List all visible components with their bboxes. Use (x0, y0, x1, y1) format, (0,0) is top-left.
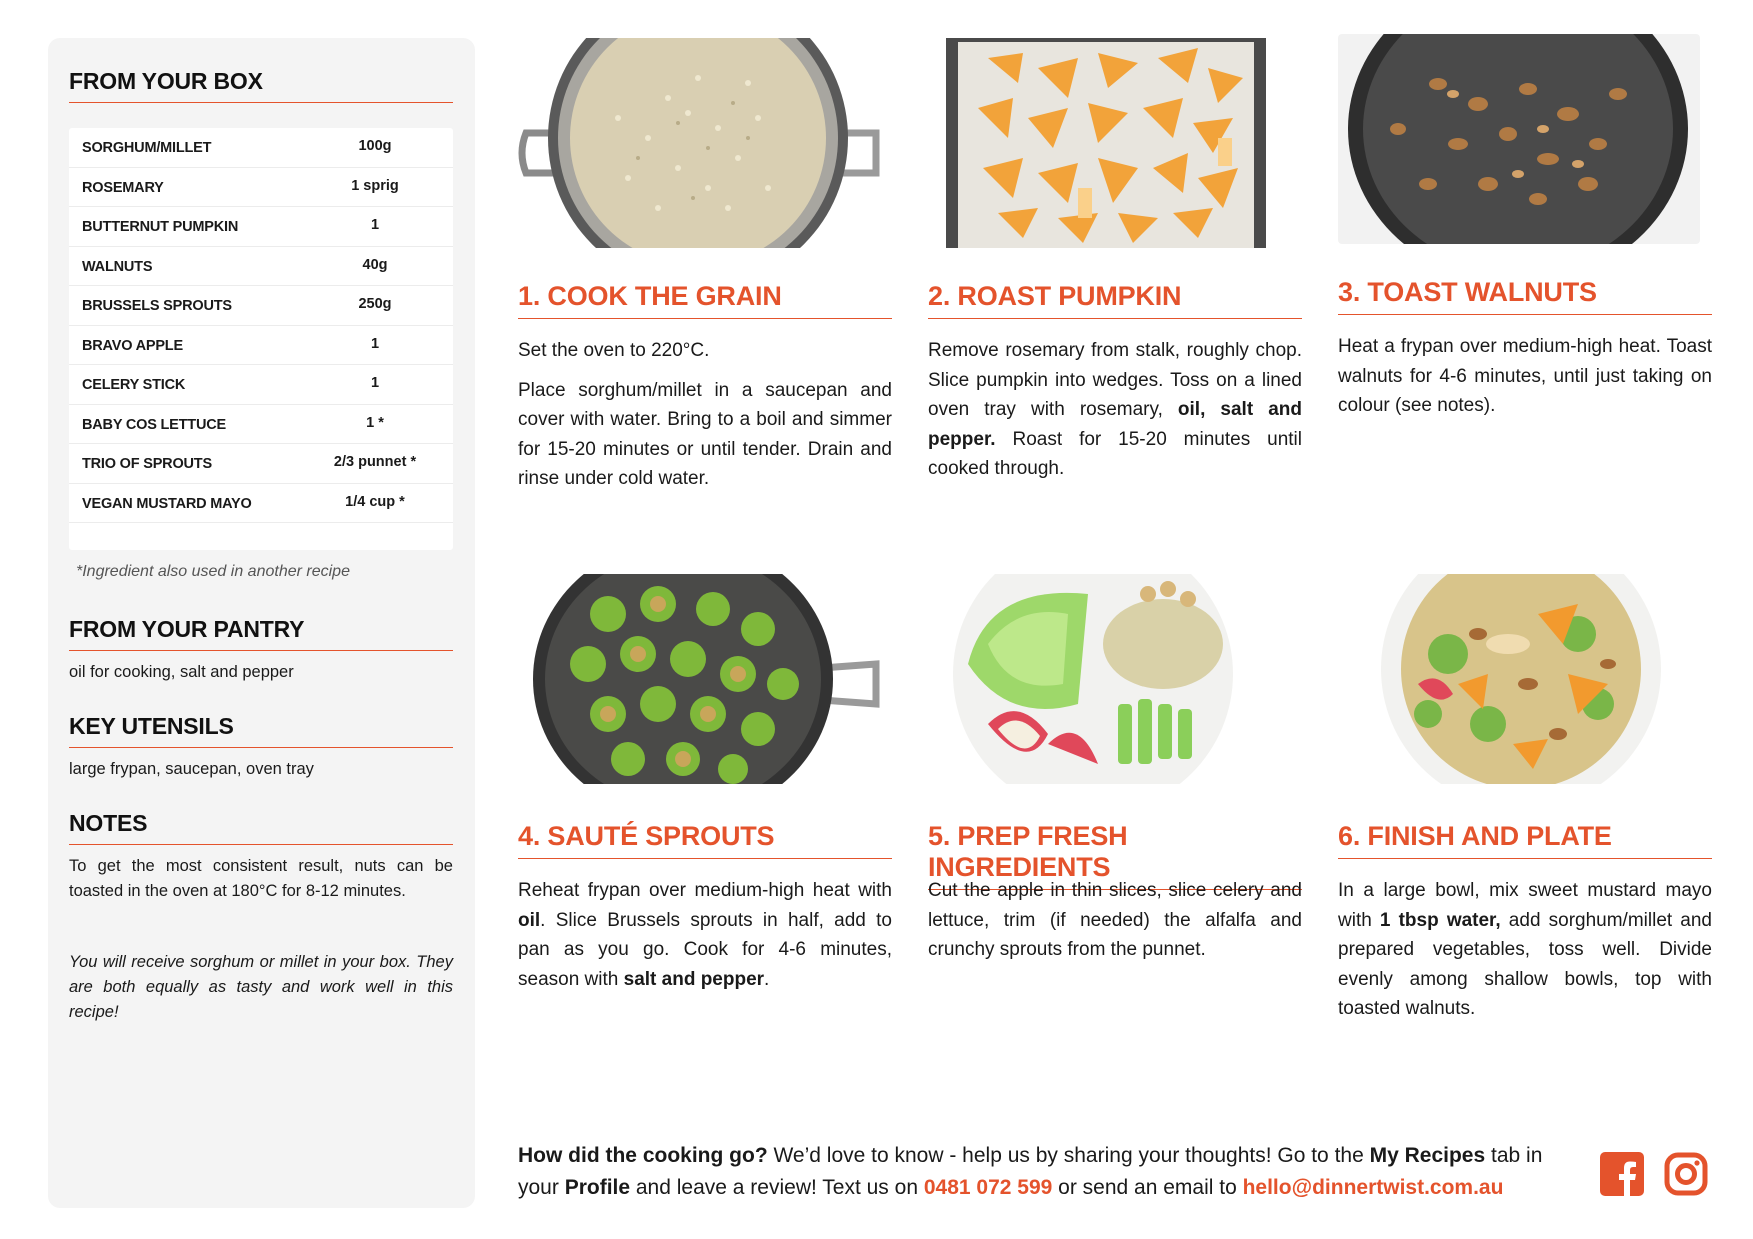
ingredient-name: ROSEMARY (82, 179, 164, 196)
walnuts-frypan-photo (1338, 34, 1700, 244)
text-run: Set the oven to 220°C. (518, 340, 710, 361)
text-run: add sorghum/millet and prepared vegetables, toss well. Divide evenly among shallow bowls, top with toasted walnuts. (1338, 909, 1712, 1019)
ingredient-row (69, 128, 453, 168)
ingredient-qty: 2/3 punnet * (333, 454, 417, 470)
ingredient-name: BRUSSELS SPROUTS (82, 298, 232, 314)
text-run: Reheat frypan over medium-high heat with (518, 880, 892, 901)
ingredient-name: BUTTERNUT PUMPKIN (82, 219, 239, 235)
bold-text: oil (518, 909, 541, 931)
step-paragraph (518, 876, 892, 994)
step-paragraph (518, 376, 892, 494)
text-run: or send an email to (1052, 1175, 1243, 1199)
ingredient-name: SORGHUM/MILLET (82, 140, 212, 156)
ingredient-row (69, 207, 453, 247)
step-2-title: 2. ROAST PUMPKIN (928, 281, 1302, 319)
ingredient-row (69, 444, 453, 484)
ingredient-row (69, 247, 453, 287)
ingredient-qty: 1 * (366, 414, 384, 431)
text-run: Cut the apple in thin slices, slice celery and lettuce, trim (if needed) the alfalfa and crunchy sprouts from the punnet. (928, 880, 1302, 960)
ingredient-qty: 40g (362, 256, 388, 273)
bold-text: Profile (564, 1175, 631, 1199)
ingredient-name: CELERY STICK (82, 377, 186, 393)
step-paragraph (928, 876, 1302, 965)
text-run: and leave a review! Text us on (630, 1175, 924, 1199)
step-5-body (928, 876, 1302, 975)
salad-bowl-photo (1338, 574, 1700, 784)
ingredient-qty: 1 (370, 335, 380, 352)
text-run: Remove rosemary from stalk, roughly chop. Slice pumpkin into wedges. Toss on a lined oven tray with rosemary, (928, 340, 1302, 420)
ingredient-qty: 100g (358, 138, 392, 154)
ingredient-footnote: *Ingredient also used in another recipe (76, 563, 350, 580)
text-run: In a large bowl, mix sweet mustard mayo with (1338, 880, 1712, 931)
ingredient-qty: 1/4 cup * (345, 493, 405, 510)
ingredient-name: VEGAN MUSTARD MAYO (82, 495, 252, 512)
ingredients-panel (48, 38, 475, 1208)
ingredient-row (69, 484, 453, 524)
contact-link[interactable]: hello@dinnertwist.com.au (1242, 1175, 1504, 1199)
step-2-body (928, 336, 1302, 494)
step-3-body (1338, 332, 1712, 431)
ingredient-qty: 250g (358, 296, 392, 312)
pantry-heading: FROM YOUR PANTRY (69, 616, 453, 651)
step-1-title: 1. COOK THE GRAIN (518, 281, 892, 319)
text-run: Place sorghum/millet in a saucepan and cover with water. Bring to a boil and simmer for 15-20 minutes or until tender. Drain and rinse under cold water. (518, 379, 892, 489)
pumpkin-tray-photo (928, 38, 1290, 248)
notes-italic-text: You will receive sorghum or millet in your box. They are both equally as tasty and work well in this recipe! (69, 953, 453, 1021)
step-paragraph (1338, 332, 1712, 421)
text-run: . (764, 968, 770, 990)
sorghum-saucepan-photo (518, 38, 880, 248)
ingredient-name: TRIO OF SPROUTS (82, 456, 212, 472)
bold-text: 1 tbsp water, (1379, 909, 1501, 931)
bold-text: How did the cooking go? (518, 1144, 768, 1167)
bold-text: oil, salt and pepper. (928, 399, 1302, 450)
text-run: Roast for 15-20 minutes until cooked through. (928, 428, 1302, 479)
pantry-text: oil for cooking, salt and pepper (69, 663, 294, 681)
ingredient-row (69, 365, 453, 405)
ingredient-name: BRAVO APPLE (82, 337, 183, 354)
notes-heading: NOTES (69, 810, 453, 845)
from-your-box-heading: FROM YOUR BOX (69, 68, 453, 103)
ingredient-row (69, 286, 453, 326)
facebook-icon[interactable] (1600, 1152, 1644, 1201)
step-paragraph (1338, 876, 1712, 1024)
ingredient-name: WALNUTS (82, 258, 153, 275)
contact-link[interactable]: 0481 072 599 (923, 1175, 1053, 1199)
ingredients-table (69, 128, 453, 550)
ingredient-row (69, 168, 453, 208)
ingredient-qty: 1 sprig (351, 177, 399, 194)
step-5-title: 5. PREP FRESH INGREDIENTS (928, 821, 1302, 890)
utensils-text: large frypan, saucepan, oven tray (69, 760, 314, 778)
instagram-icon[interactable] (1664, 1152, 1708, 1201)
step-1-body (518, 336, 892, 504)
text-run: tab in your (518, 1144, 1543, 1199)
ingredient-qty: 1 (370, 217, 380, 233)
review-callout (518, 1140, 1573, 1203)
fresh-ingredients-bowl-photo (928, 574, 1290, 784)
step-6-title: 6. FINISH AND PLATE (1338, 821, 1712, 859)
bold-text: salt and pepper (623, 968, 765, 990)
step-4-title: 4. SAUTÉ SPROUTS (518, 821, 892, 859)
ingredient-row (69, 405, 453, 445)
utensils-heading: KEY UTENSILS (69, 713, 453, 748)
ingredient-row (69, 326, 453, 366)
sprouts-frypan-photo (518, 574, 880, 784)
text-run: Heat a frypan over medium-high heat. Toast walnuts for 4-6 minutes, until just taking on colour (see notes). (1338, 336, 1712, 416)
ingredient-name: BABY COS LETTUCE (82, 416, 226, 433)
notes-text: To get the most consistent result, nuts can be toasted in the oven at 180°C for 8-12 minutes. (69, 857, 453, 900)
bold-text: My Recipes (1369, 1144, 1486, 1167)
step-4-body (518, 876, 892, 1004)
step-3-title: 3. TOAST WALNUTS (1338, 277, 1712, 315)
ingredient-qty: 1 (370, 375, 380, 391)
step-paragraph (928, 336, 1302, 484)
step-paragraph (518, 336, 892, 366)
text-run: We’d love to know - help us by sharing your thoughts! Go to the (767, 1144, 1370, 1167)
step-6-body (1338, 876, 1712, 1034)
text-run: . Slice Brussels sprouts in half, add to pan as you go. Cook for 4-6 minutes, season with (518, 909, 892, 990)
